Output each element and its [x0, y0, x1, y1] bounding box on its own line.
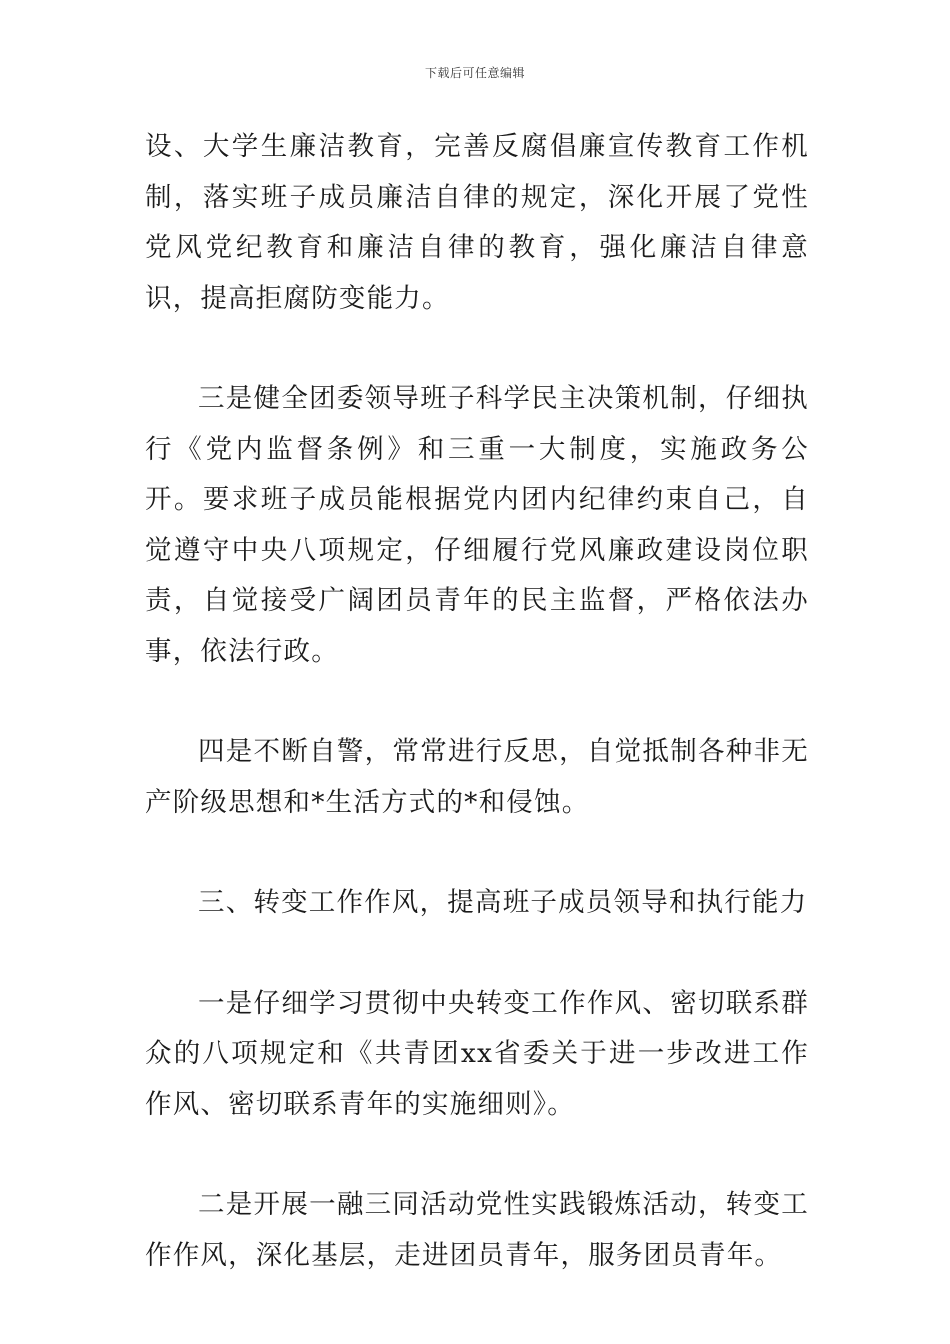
paragraph-gap — [145, 929, 809, 979]
paragraph-item-one: 一是仔细学习贯彻中央转变工作作风、密切联系群众的八项规定和《共青团xx省委关于进一步改进工作作风、密切联系青年的实施细则》。 — [145, 987, 809, 1120]
paragraph-gap — [145, 1130, 809, 1180]
paragraph-item-four: 四是不断自警，常常进行反思，自觉抵制各种非无产阶级思想和*生活方式的*和侵蚀。 — [145, 736, 809, 818]
paragraph-gap — [145, 677, 809, 727]
document-body — [145, 122, 809, 1281]
paragraph-item-three: 三是健全团委领导班子科学民主决策机制，仔细执行《党内监督条例》和三重一大制度，实施政务公开。要求班子成员能根据党内团内纪律约束自己，自觉遵守中央八项规定，仔细履行党风廉政建设岗位职责，自觉接受广阔团员青年的民主监督，严格依法办事，依法行政。 — [145, 383, 809, 667]
paragraph-continuation: 设、大学生廉洁教育，完善反腐倡廉宣传教育工作机制，落实班子成员廉洁自律的规定，深化开展了党性党风党纪教育和廉洁自律的教育，强化廉洁自律意识，提高拒腐防变能力。 — [145, 131, 809, 314]
paragraph-item-two: 二是开展一融三同活动党性实践锻炼活动，转变工作作风，深化基层，走进团员青年，服务团员青年。 — [145, 1189, 809, 1271]
page-header-note: 下载后可任意编辑 — [424, 66, 525, 80]
paragraph-gap — [145, 828, 809, 878]
section-heading: 三、转变工作作风，提高班子成员领导和执行能力 — [198, 887, 808, 918]
paragraph-gap — [145, 324, 809, 374]
